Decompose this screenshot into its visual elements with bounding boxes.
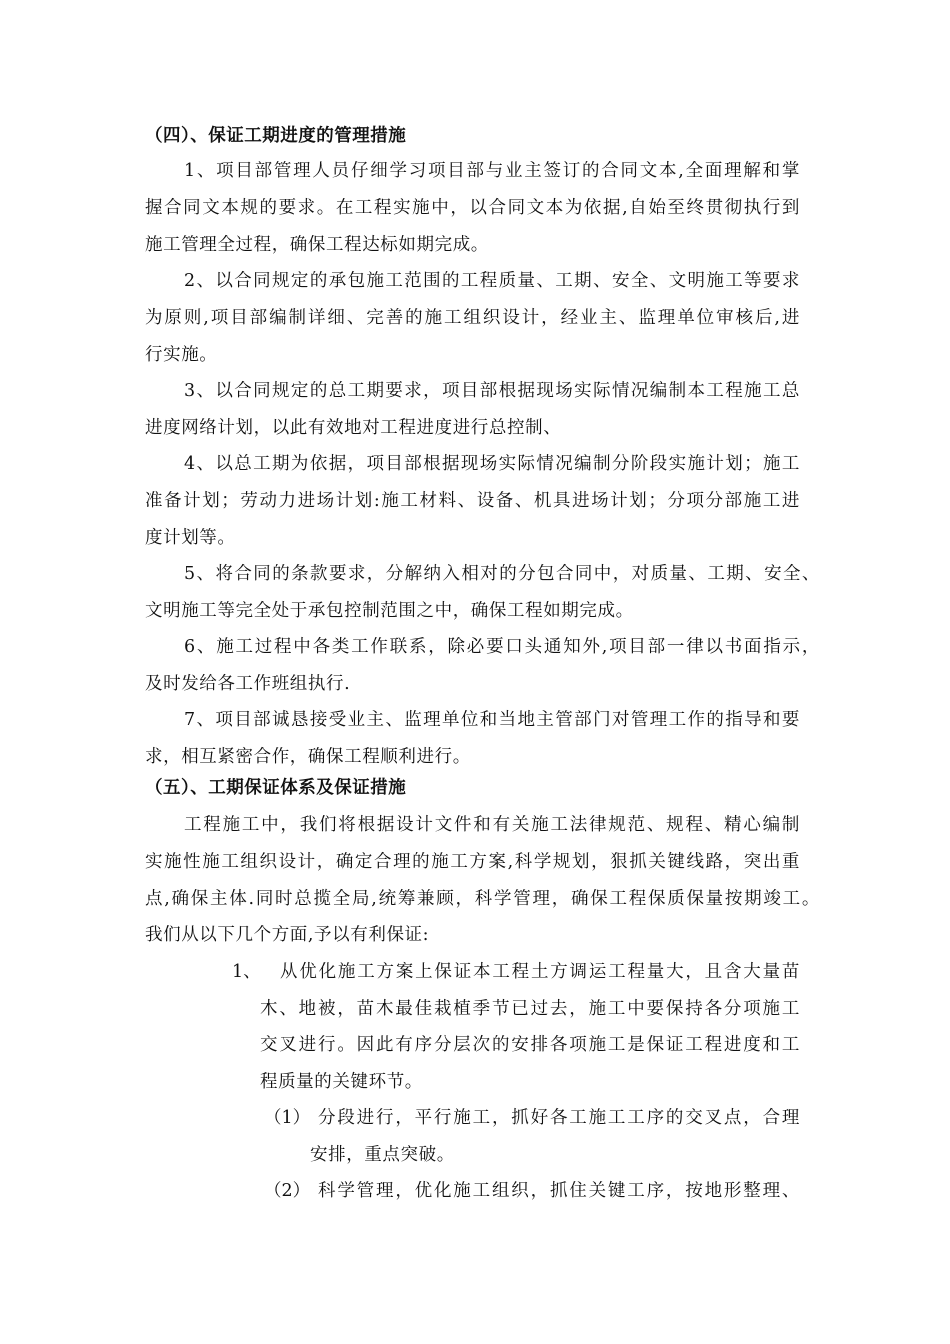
paragraph-line: 握合同文本规的要求。在工程实施中，以合同文本为依据,自始至终贯彻执行到 [145, 198, 800, 218]
sub-list-item-line: 科学管理，优化施工组织，抓住关键工序，按地形整理、 [318, 1181, 800, 1201]
paragraph-line: 准备计划；劳动力进场计划:施工材料、设备、机具进场计划；分项分部施工进 [145, 491, 800, 511]
list-number: 1、 [232, 962, 261, 982]
paragraph-line: 点,确保主体.同时总揽全局,统筹兼顾，科学管理，确保工程保质保量按期竣工。 [145, 889, 820, 909]
paragraph-line: 2、以合同规定的承包施工范围的工程质量、工期、安全、文明施工等要求 [184, 271, 800, 291]
list-item-line: 从优化施工方案上保证本工程土方调运工程量大，且含大量苗 [280, 962, 800, 982]
section-heading: （四）、保证工期进度的管理措施 [145, 126, 407, 146]
paragraph-line: 1、项目部管理人员仔细学习项目部与业主签订的合同文本,全面理解和掌 [184, 161, 800, 181]
sub-list-item-line: 安排，重点突破。 [310, 1145, 455, 1165]
paragraph-line: 及时发给各工作班组执行. [145, 674, 351, 694]
paragraph-line: 3、以合同规定的总工期要求，项目部根据现场实际情况编制本工程施工总 [184, 381, 800, 401]
paragraph-line: 行实施。 [145, 345, 218, 365]
paragraph-line: 6、施工过程中各类工作联系，除必要口头通知外,项目部一律以书面指示， [184, 637, 820, 657]
paragraph-line: 施工管理全过程，确保工程达标如期完成。 [145, 235, 489, 255]
paragraph-line: 4、以总工期为依据，项目部根据现场实际情况编制分阶段实施计划；施工 [184, 454, 800, 474]
sub-list-number: （2） [264, 1181, 311, 1201]
paragraph-line: 求，相互紧密合作，确保工程顺利进行。 [145, 747, 471, 767]
paragraph-line: 5、将合同的条款要求，分解纳入相对的分包合同中，对质量、工期、安全、 [184, 564, 820, 584]
list-item-line: 程质量的关键环节。 [260, 1072, 423, 1092]
paragraph-line: 我们从以下几个方面,予以有利保证: [145, 925, 430, 945]
paragraph-line: 工程施工中，我们将根据设计文件和有关施工法律规范、规程、精心编制 [184, 815, 800, 835]
paragraph-line: 实施性施工组织设计，确定合理的施工方案,科学规划，狠抓关键线路，突出重 [145, 852, 800, 872]
paragraph-line: 7、项目部诚恳接受业主、监理单位和当地主管部门对管理工作的指导和要 [184, 710, 800, 730]
list-item-line: 交叉进行。因此有序分层次的安排各项施工是保证工程进度和工 [260, 1035, 800, 1055]
list-item-line: 木、地被，苗木最佳栽植季节已过去，施工中要保持各分项施工 [260, 999, 800, 1019]
paragraph-line: 为原则,项目部编制详细、完善的施工组织设计，经业主、监理单位审核后,进 [145, 308, 800, 328]
section-heading: （五）、工期保证体系及保证措施 [145, 778, 407, 798]
sub-list-number: （1） [264, 1108, 311, 1128]
paragraph-line: 度计划等。 [145, 528, 236, 548]
paragraph-line: 进度网络计划，以此有效地对工程进度进行总控制、 [145, 418, 562, 438]
paragraph-line: 文明施工等完全处于承包控制范围之中，确保工程如期完成。 [145, 601, 634, 621]
sub-list-item-line: 分段进行，平行施工，抓好各工施工工序的交叉点，合理 [318, 1108, 800, 1128]
